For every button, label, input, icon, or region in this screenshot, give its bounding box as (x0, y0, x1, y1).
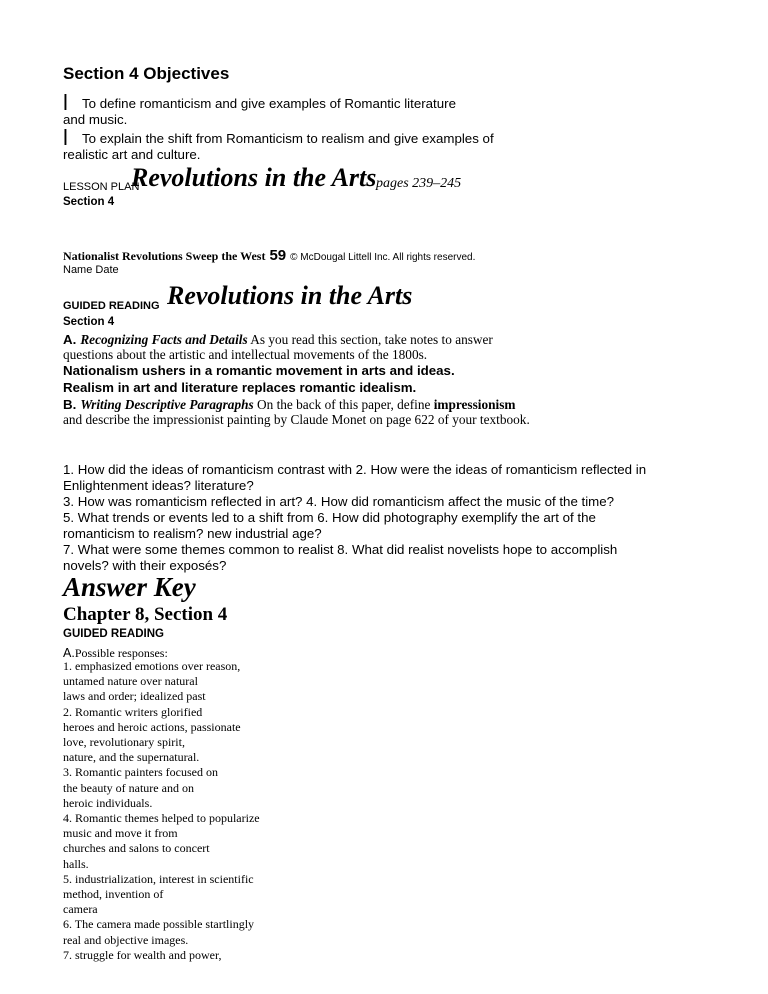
part-a-line2: questions about the artistic and intellectual movements of the 1800s. (63, 347, 428, 362)
heading-realism: Realism in art and literature replaces romantic idealism. (63, 380, 417, 395)
lesson-plan-title: Revolutions in the Arts (131, 163, 377, 192)
footer-copyright: © McDougal Littell Inc. All rights reserved. (290, 252, 476, 263)
part-b-line2: and describe the impressionist painting by Claude Monet on page 622 of your textbook. (63, 412, 530, 427)
answer-key-label: GUIDED READING (63, 628, 164, 640)
lesson-plan-section: Section 4 (63, 196, 115, 208)
objective-1-line2: and music. (63, 112, 128, 127)
part-b-heading: Writing Descriptive Paragraphs (80, 397, 254, 412)
question-line: 1. How did the ideas of romanticism contrast with 2. How were the ideas of romanticism reflected in (63, 462, 647, 477)
part-a-letter: A. (63, 332, 77, 347)
answer-a-intro-text: Possible responses: (74, 646, 168, 660)
answer-line: churches and salons to concert (63, 841, 210, 856)
question-line: 3. How was romanticism reflected in art? 4. How did romanticism affect the music of the time? (63, 494, 615, 509)
name-date-line: Name Date (63, 264, 119, 276)
answer-line: 4. Romantic themes helped to popularize (63, 811, 260, 826)
question-line: Enlightenment ideas? literature? (63, 478, 254, 493)
answer-line: laws and order; idealized past (63, 689, 206, 704)
footer-page-number: 59 (269, 247, 287, 264)
part-b-term: impressionism (433, 397, 516, 412)
objective-1-line1: To define romanticism and give examples of Romantic literature (82, 96, 456, 111)
answer-key-title: Answer Key (63, 572, 196, 602)
bullet-marker: l (63, 90, 68, 115)
part-b-letter: B. (63, 397, 77, 412)
answer-line: love, revolutionary spirit, (63, 735, 185, 750)
heading-nationalism: Nationalism ushers in a romantic movement in arts and ideas. (63, 363, 455, 378)
answer-line: 5. industrialization, interest in scientific (63, 871, 254, 886)
question-line: novels? with their exposés? (63, 558, 227, 573)
part-a-text: As you read this section, take notes to answer (247, 332, 493, 347)
answer-line: real and objective images. (63, 932, 189, 947)
answer-line: 3. Romantic painters focused on (63, 765, 218, 780)
answer-line: untamed nature over natural (63, 674, 198, 689)
answer-line: 1. emphasized emotions over reason, (63, 659, 241, 673)
answer-line: heroes and heroic actions, passionate (63, 719, 241, 734)
answer-line: heroic individuals. (63, 795, 153, 810)
answer-line: nature, and the supernatural. (63, 750, 200, 765)
answer-line: the beauty of nature and on (63, 780, 194, 795)
objective-2-line2: realistic art and culture. (63, 147, 201, 162)
guided-reading-label: GUIDED READING (63, 300, 160, 312)
answer-line: camera (63, 902, 98, 917)
answer-line: method, invention of (63, 887, 164, 902)
part-b-text: On the back of this paper, define (253, 397, 434, 412)
footer-chapter-title: Nationalist Revolutions Sweep the West (63, 249, 266, 263)
question-line: 7. What were some themes common to realist 8. What did realist novelists hope to accomplish (63, 542, 618, 557)
bullet-marker: l (63, 125, 68, 150)
objective-2-line1: To explain the shift from Romanticism to realism and give examples of (82, 131, 494, 146)
answer-line: halls. (63, 856, 89, 871)
lesson-plan-pages: pages 239–245 (376, 176, 462, 191)
answer-line: 2. Romantic writers glorified (63, 704, 203, 719)
question-line: romanticism to realism? new industrial age? (63, 526, 322, 541)
guided-reading-section: Section 4 (63, 316, 115, 328)
answer-list (63, 659, 260, 963)
lesson-plan-label: LESSON PLAN (63, 181, 140, 193)
part-a-heading: Recognizing Facts and Details (80, 332, 248, 347)
page-footer (63, 247, 475, 265)
guided-reading-title: Revolutions in the Arts (167, 281, 413, 310)
answer-key-chapter: Chapter 8, Section 4 (63, 604, 228, 625)
section-objectives-heading: Section 4 Objectives (63, 64, 230, 83)
answer-a-letter: A. (63, 646, 75, 660)
answer-line: 7. struggle for wealth and power, (63, 947, 222, 962)
answer-line: 6. The camera made possible startlingly (63, 917, 255, 932)
answer-line: music and move it from (63, 826, 178, 841)
question-line: 5. What trends or events led to a shift from 6. How did photography exemplify the art of the (63, 510, 596, 525)
